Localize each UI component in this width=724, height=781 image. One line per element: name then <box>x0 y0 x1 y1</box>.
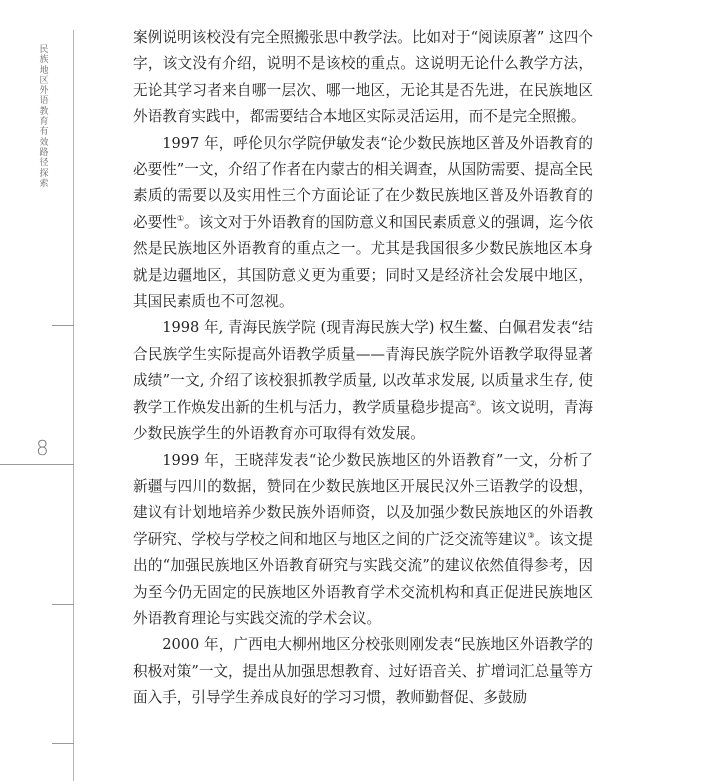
page-number: 8 <box>36 436 49 460</box>
paragraph-1 <box>133 25 593 131</box>
paragraph-text: 。该文提出的“加强民族地区外语教育研究与实践交流”的建议依然值得参考，因为至今仍无固定的民族地区外语教育学术交流机构和真正促进民族地区外语教育理论与实践交流的学术会议。 <box>133 530 593 627</box>
page-number-rule <box>0 464 74 465</box>
footnote-marker[interactable]: ② <box>468 398 477 408</box>
paragraph-5 <box>133 632 593 711</box>
margin-tick-3 <box>52 743 74 744</box>
paragraph-text: 1998 年, 青海民族学院 (现青海民族大学) 权生鳌、白佩君发表“结合民族学生实际提高外语教学质量——青海民族学院外语教学取得显著成绩”一文, 介绍了该校狠抓教学质量, 以改革求发展, 以质量求生存, 使教学工作焕发出新的生机与活力，教学质量稳步提高 <box>133 319 593 416</box>
paragraph-text: 1999 年，王晓萍发表“论少数民族地区的外语教育”一文，分析了新疆与四川的数据，赞同在少数民族地区开展民汉外三语教学的设想，建议有计划地培养少数民族外语师资，以及加强少数民族地区的外语教学研究、学校与学校之间和地区与地区之间的广泛交流等建议 <box>133 451 593 548</box>
body-text <box>133 25 593 712</box>
margin-tick-1 <box>52 325 74 326</box>
paragraph-text: 案例说明该校没有完全照搬张思中教学法。比如对于“阅读原著” 这四个字，该文没有介绍，说明不是该校的重点。这说明无论什么教学方法，无论其学习者来自哪一层次、哪一地区，无论其是否先进，在民族地区外语教育实践中，都需要结合本地区实际灵活运用，而不是完全照搬。 <box>133 29 593 126</box>
paragraph-text: 。该文对于外语教育的国防意义和国民素质意义的强调，迄今依然是民族地区外语教育的重点之一。尤其是我国很多少数民族地区本身就是边疆地区，其国防意义更为重要；同时又是经济社会发展中地区，其国民素质也不可忽视。 <box>133 213 593 311</box>
paragraph-3 <box>133 315 593 447</box>
running-head: 民族地区外语教育有效路径探索 <box>39 45 49 189</box>
paragraph-text: 。该文说明，青海少数民族学生的外语教育亦可取得有效发展。 <box>133 398 593 443</box>
footnote-marker[interactable]: ① <box>176 213 185 223</box>
paragraph-text: 1997 年，呼伦贝尔学院伊敏发表“论少数民族地区普及外语教育的必要性”一文，介绍了作者在内蒙古的相关调查，从国防需要、提高全民素质的需要以及实用性三个方面论证了在少数民族地区普及外语教育的必要性 <box>133 134 593 231</box>
margin-rule <box>73 30 74 781</box>
paragraph-4 <box>133 448 593 633</box>
margin-tick-2 <box>52 604 74 605</box>
paragraph-text: 2000 年，广西电大柳州地区分校张则刚发表“民族地区外语教学的积极对策”一文，提出从加强思想教育、过好语音关、扩增词汇总量等方面入手，引导学生养成良好的学习习惯，教师勤督促、多鼓励 <box>133 636 593 707</box>
paragraph-2 <box>133 131 593 316</box>
footnote-marker[interactable]: ③ <box>527 530 535 540</box>
